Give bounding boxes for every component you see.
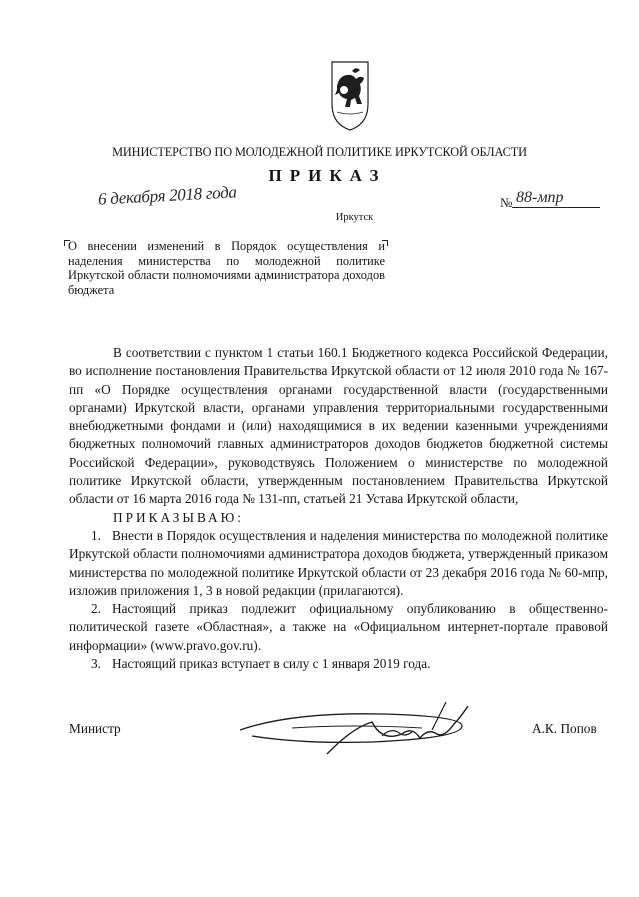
list-item (69, 600, 608, 655)
list-item (69, 655, 608, 673)
item-number: 3. (91, 656, 101, 672)
document-type-title: ПРИКАЗ (268, 166, 387, 185)
document-subject: О внесении изменений в Порядок осуществления и наделения министерства по молодежной политике Иркутской области полномочиями администратора доходов бюджета (68, 239, 385, 297)
list-item (69, 527, 608, 600)
city-name: Иркутск (335, 212, 374, 223)
item-number: 1. (91, 527, 101, 543)
ministry-name: МИНИСТЕРСТВО ПО МОЛОДЕЖНОЙ ПОЛИТИКЕ ИРКУТСКОЙ ОБЛАСТИ (112, 145, 527, 159)
coat-of-arms-icon (329, 60, 371, 132)
signatory-name: А.К. Попов (532, 721, 597, 736)
item-text: Настоящий приказ вступает в силу с 1 января 2019 года. (112, 656, 431, 672)
item-number: 2. (91, 601, 101, 617)
preamble-paragraph: В соответствии с пунктом 1 статьи 160.1 Бюджетного кодекса Российской Федерации, во исполнение постановления Правительства Иркутской области от 12 июля 2010 года № 167-пп «О Порядке осуществления органами государственной власти (государственными органами) Иркутской власти, органами управления территориальными государственными внебюджетными фондами и (или) находящимися в их ведении казенными учреждениями бюджетных полномочий главных администраторов доходов бюджетов бюджетной системы Российской Федерации», руководствуясь Положением о министерстве по молодежной политике Иркутской области, утвержденным постановлением Правительства Иркутской области от 16 марта 2016 года № 131-пп, статьей 21 Устава Иркутской области, (69, 345, 608, 507)
handwritten-signature (232, 698, 517, 758)
number-underline (512, 207, 600, 208)
handwritten-number: 88-мпр (516, 189, 564, 206)
item-text: Внести в Порядок осуществления и наделения министерства по молодежной политике Иркутской области полномочиями администратора доходов бюджета, утвержденный приказом министерства по молодежной политике Иркутской области от 23 декабря 2016 года № 60-мпр, изложив приложения 1, 3 в новой редакции (прилагаются). (69, 527, 608, 598)
item-text: Настоящий приказ подлежит официальному опубликованию в общественно-политической газете «Областная», а также на «Официальном интернет-портале правовой информации» (www.pravo.gov.ru). (69, 601, 608, 653)
order-word: ПРИКАЗЫВАЮ: (113, 509, 244, 525)
number-label: № (500, 195, 513, 210)
handwritten-date: 6 декабря 2018 года (97, 182, 238, 209)
signatory-position: Министр (69, 721, 121, 736)
document-body (69, 344, 608, 673)
